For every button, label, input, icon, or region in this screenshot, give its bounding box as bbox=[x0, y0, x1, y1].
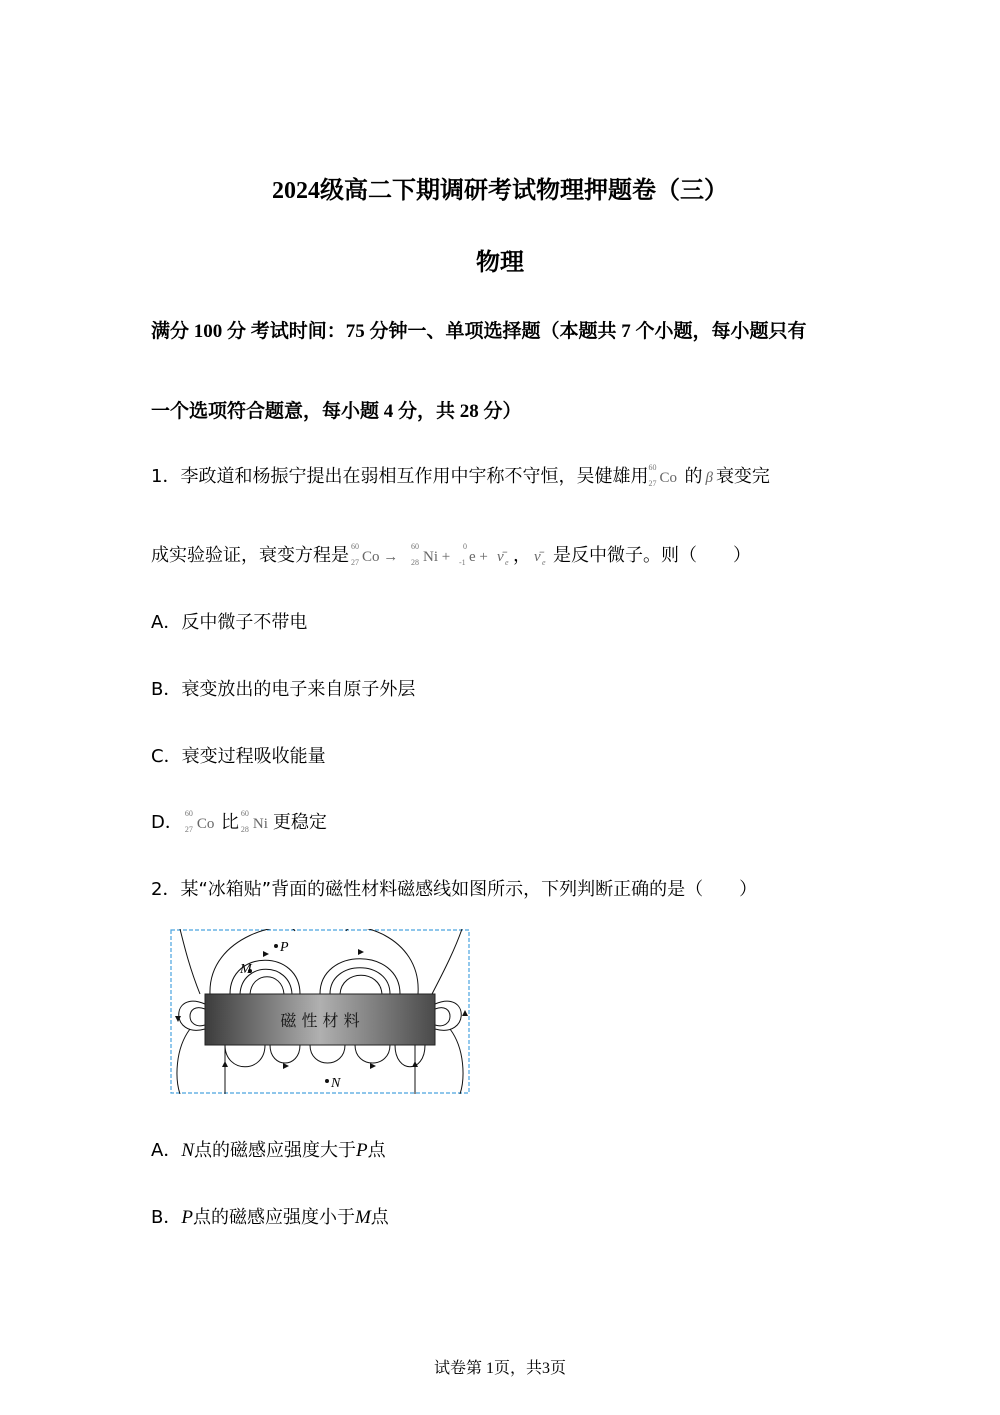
q2-option-b-p: P bbox=[181, 1207, 193, 1228]
magnet-label: 磁 性 材 料 bbox=[280, 1011, 360, 1030]
q1-option-a: A．反中微子不带电 bbox=[151, 612, 308, 633]
co60-nuclide bbox=[648, 463, 684, 488]
q2-option-b-text: 点的磁感应强度小于 bbox=[192, 1207, 355, 1228]
point-p-label: P bbox=[280, 940, 289, 955]
optd-ni-mass: 60 bbox=[240, 809, 249, 818]
exam-meta-line-2: 一个选项符合题意，每小题 4 分，共 28 分） bbox=[151, 401, 522, 422]
optd-ni-atomic: 28 bbox=[240, 825, 249, 834]
q1-text-part-1: 1．李政道和杨振宁提出在弱相互作用中宇称不守恒，吴健雄用 bbox=[151, 466, 649, 487]
q2-option-a-n: N bbox=[181, 1140, 195, 1161]
antineutrino-symbol bbox=[534, 549, 550, 566]
q1-option-d-text: 更稳定 bbox=[272, 812, 327, 833]
point-p-dot bbox=[274, 944, 278, 948]
eq-ni-atomic: 28 bbox=[411, 558, 419, 567]
q1-option-d bbox=[151, 808, 327, 834]
eq-co-atomic: 27 bbox=[351, 558, 359, 567]
exam-meta-line-1: 满分 100 分 考试时间：75 分钟一、单项选择题（本题共 7 个小题，每小题只有 bbox=[151, 321, 807, 342]
q1-line-1 bbox=[151, 462, 770, 488]
co-atomic-number: 27 bbox=[648, 479, 657, 488]
q2-option-b-end: 点 bbox=[370, 1207, 389, 1228]
eq-co-symbol: Co → bbox=[362, 549, 399, 565]
eq-co-mass: 60 bbox=[351, 542, 359, 551]
optd-ni-symbol: Ni bbox=[252, 816, 268, 832]
page-footer: 试卷第 1页，共3页 bbox=[433, 1360, 566, 1377]
q2-option-a-end: 点 bbox=[367, 1140, 386, 1161]
decay-eq-co bbox=[349, 542, 407, 567]
q1-option-b: B．衰变放出的电子来自原子外层 bbox=[151, 679, 416, 700]
eq-nu-sub: e bbox=[505, 558, 509, 567]
q2-option-a-text: 点的磁感应强度大于 bbox=[194, 1140, 357, 1161]
optd-co-symbol: Co bbox=[196, 816, 215, 832]
q1-text-part-5: 是反中微子。则（ ） bbox=[553, 545, 751, 566]
beta-symbol: β bbox=[705, 470, 713, 486]
eq-ni-mass: 60 bbox=[411, 542, 419, 551]
nu-symbol: ν̄ bbox=[534, 549, 541, 565]
nu-sub: e bbox=[542, 558, 546, 567]
option-d-ni bbox=[239, 809, 273, 834]
optd-co-atomic: 27 bbox=[184, 825, 193, 834]
magnetic-field-figure bbox=[170, 929, 470, 1094]
decay-eq-antineutrino bbox=[497, 549, 513, 566]
optd-co-mass: 60 bbox=[184, 809, 193, 818]
q1-text-comma: ， bbox=[513, 545, 531, 566]
q2-option-b-m: M bbox=[354, 1207, 371, 1228]
q1-text-part-4: 成实验验证，衰变方程是 bbox=[151, 545, 349, 566]
exam-title: 2024级高二下期调研考试物理押题卷（三） bbox=[272, 178, 728, 204]
q2-option-a-p: P bbox=[356, 1140, 368, 1161]
co-symbol: Co bbox=[659, 470, 677, 486]
q1-text-part-2: 的 bbox=[684, 466, 703, 487]
q1-line-2 bbox=[151, 541, 751, 567]
q2-stem: 2．某“冰箱贴”背面的磁性材料磁感线如图所示，下列判断正确的是（ ） bbox=[151, 879, 758, 900]
decay-eq-ni bbox=[411, 542, 459, 567]
point-n-dot bbox=[325, 1079, 329, 1083]
q1-option-c: C．衰变过程吸收能量 bbox=[151, 746, 326, 767]
co-mass-number: 60 bbox=[648, 463, 657, 472]
q2-option-a bbox=[151, 1136, 386, 1162]
eq-ni-symbol: Ni + bbox=[423, 549, 451, 565]
q2-option-b-label: B． bbox=[151, 1207, 182, 1228]
eq-nu-symbol: ν̄ bbox=[497, 549, 504, 565]
option-d-co bbox=[183, 809, 221, 834]
subject-heading: 物理 bbox=[476, 250, 524, 276]
eq-e-symbol: e + bbox=[469, 549, 488, 565]
point-m-label: M bbox=[240, 962, 252, 977]
eq-e-atomic: -1 bbox=[459, 558, 466, 567]
q1-option-d-compare: 比 bbox=[220, 812, 239, 833]
q1-option-d-label: D． bbox=[151, 812, 183, 833]
q2-option-b bbox=[151, 1203, 389, 1229]
q2-option-a-label: A． bbox=[151, 1140, 182, 1161]
q1-text-part-3: 衰变完 bbox=[715, 466, 770, 487]
decay-eq-electron bbox=[459, 542, 491, 567]
eq-e-mass: 0 bbox=[463, 542, 467, 551]
point-n-label: N bbox=[331, 1076, 341, 1091]
